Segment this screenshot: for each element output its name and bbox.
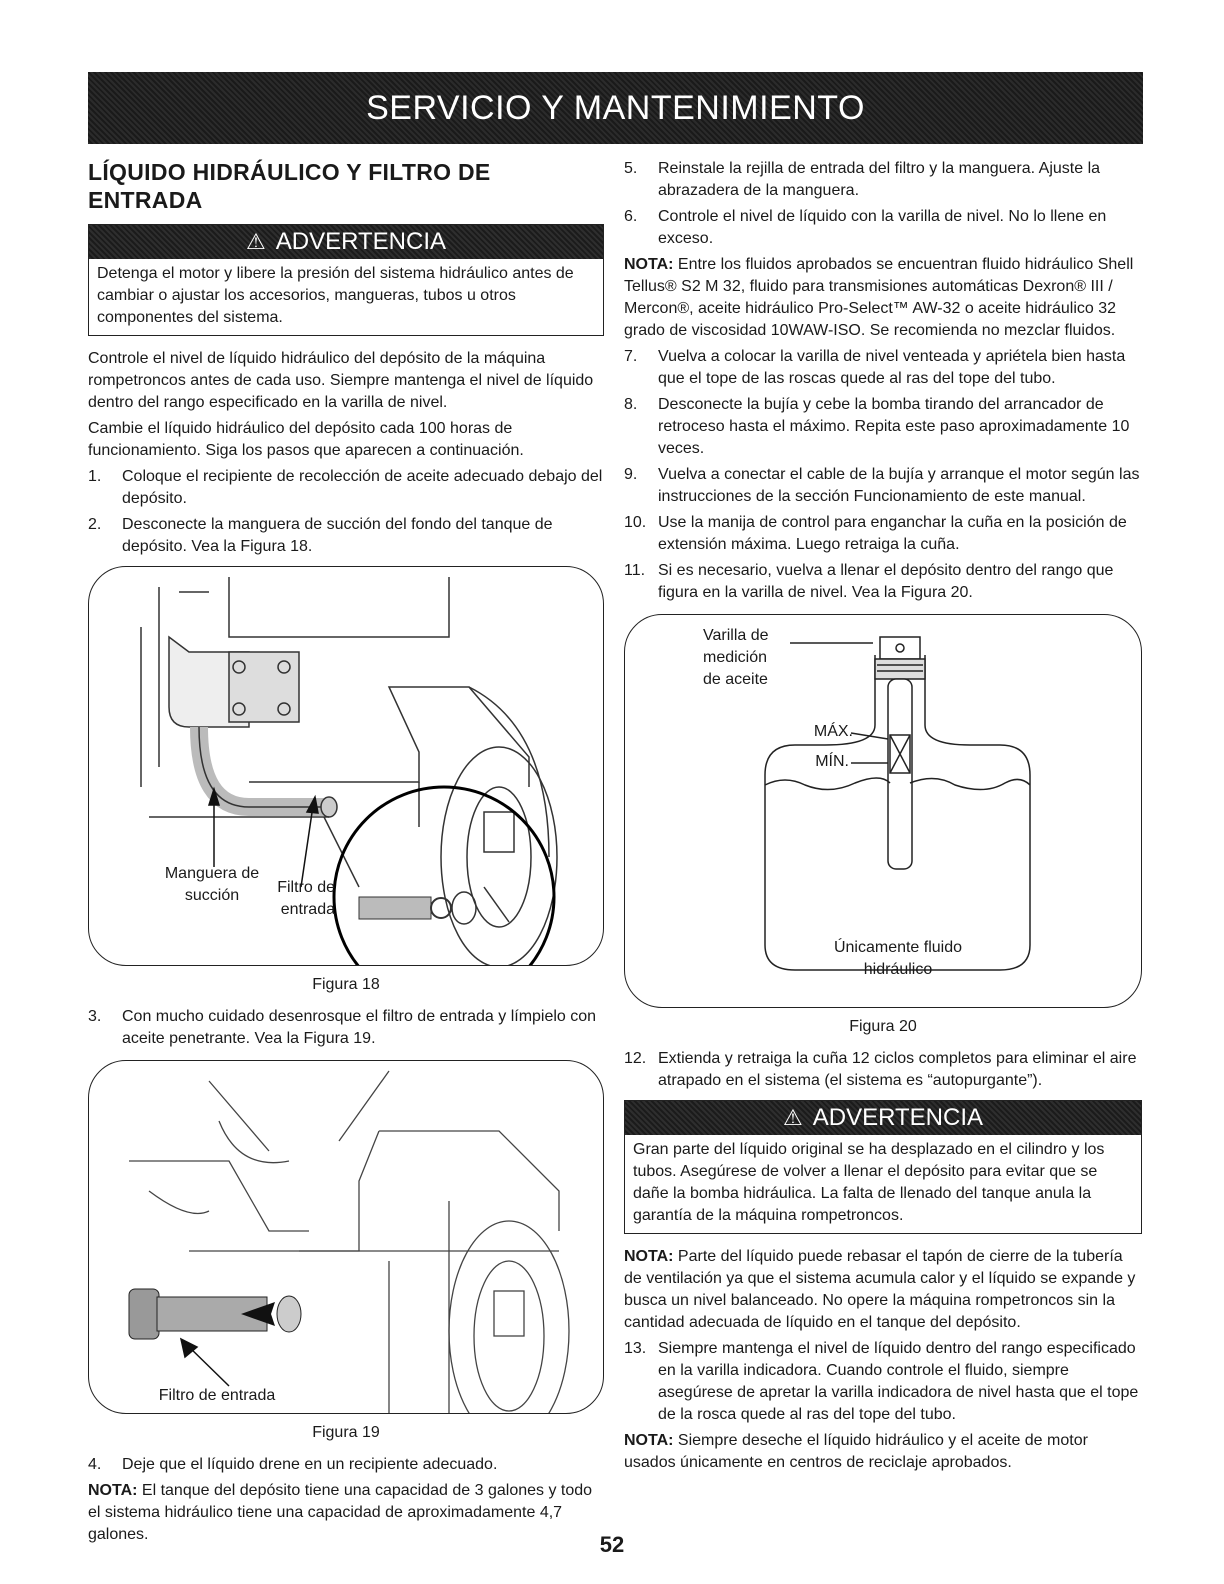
- step-number: 7.: [624, 348, 638, 365]
- step-number: 6.: [624, 208, 638, 225]
- step-8: [624, 394, 1142, 460]
- step-number: 1.: [88, 468, 102, 485]
- step-text: Siempre mantenga el nivel de líquido dentro del rango especificado en la varilla indicadora. Cuando controle el fluido, siempre asegúrese de apretar la varilla indicadora de nivel hasta que el tope de la rosca quede al ras del tope del tubo.: [658, 1340, 1139, 1423]
- step-7: [624, 346, 1142, 390]
- warning-triangle-icon: ⚠: [783, 1105, 803, 1130]
- right-column: [624, 158, 1142, 1478]
- step-number: 11.: [624, 562, 646, 579]
- step-5: [624, 158, 1142, 202]
- step-4: [88, 1454, 604, 1476]
- figure-19: [88, 1060, 604, 1414]
- step-number: 12.: [624, 1050, 647, 1067]
- figure-19-illustration: [89, 1061, 603, 1413]
- step-number: 13.: [624, 1340, 647, 1357]
- note-text: Parte del líquido puede rebasar el tapón de cierre de la tubería de ventilación ya que el sistema acumula calor y el líquido se expande y busca un nivel balanceado. No opere la máquina rompetroncos sin la cantidad adecuada de líquido en el tanque del depósito.: [624, 1248, 1136, 1331]
- warning-text-2: Gran parte del líquido original se ha desplazado en el cilindro y los tubos. Asegúrese de volver a llenar el depósito para evitar que se dañe la bomba hidráulica. La falta de llenado del tanque anula la garantía de la máquina rompetroncos.: [633, 1141, 1105, 1224]
- label-min: MÍN.: [815, 753, 849, 770]
- page-number: 52: [599, 1532, 625, 1557]
- note-label: NOTA:: [624, 256, 674, 273]
- note-text: Entre los fluidos aprobados se encuentran fluido hidráulico Shell Tellus® S2 M 32, fluido para transmisiones automáticas Dexron® III / Mercon®, aceite hidráulico Pro-Select™ AW-32 o aceite hidráulico 32 grado de viscosidad 10WAW-ISO. Se recomienda no mezclar fluidos.: [624, 256, 1134, 339]
- step-text: Desconecte la bujía y cebe la bomba tirando del arrancador de retroceso hasta el máximo. Repita este paso aproximadamente 10 veces.: [658, 396, 1130, 457]
- note-fluid-overflow: [624, 1246, 1142, 1334]
- step-11: [624, 560, 1142, 604]
- step-text: Vuelva a colocar la varilla de nivel venteada y apriétela bien hasta que el tope de las roscas quede al ras del tope del tubo.: [658, 348, 1126, 387]
- step-text: Con mucho cuidado desenrosque el filtro de entrada y límpielo con aceite penetrante. Vea la Figura 19.: [122, 1008, 597, 1047]
- note-approved-fluids: [624, 254, 1142, 342]
- caption-figure-19: Figura 19: [312, 1424, 380, 1441]
- step-number: 10.: [624, 514, 647, 531]
- note-disposal: [624, 1430, 1142, 1474]
- step-number: 5.: [624, 160, 638, 177]
- page-banner: SERVICIO Y MANTENIMIENTO: [88, 72, 1143, 144]
- paragraph-check-level: Controle el nivel de líquido hidráulico del depósito de la máquina rompetroncos antes de cada uso. Siempre mantenga el nivel de líquido dentro del rango especificado en la varilla de nivel.: [88, 350, 594, 411]
- step-text: Reinstale la rejilla de entrada del filtro y la manguera. Ajuste la abrazadera de la manguera.: [658, 160, 1101, 199]
- warning-label-2: ADVERTENCIA: [812, 1104, 983, 1131]
- warning-header-2: [625, 1101, 1141, 1135]
- step-text: Deje que el líquido drene en un recipiente adecuado.: [122, 1456, 498, 1473]
- note-text: Siempre deseche el líquido hidráulico y el aceite de motor usados únicamente en centros de reciclaje aprobados.: [624, 1432, 1088, 1471]
- step-number: 9.: [624, 466, 638, 483]
- label-dipstick: Varilla de medición de aceite: [703, 627, 769, 688]
- label-inlet-filter: Filtro de entrada: [277, 879, 335, 918]
- warning-triangle-icon: ⚠: [246, 229, 266, 254]
- step-number: 4.: [88, 1456, 102, 1473]
- step-9: [624, 464, 1142, 508]
- label-max: MÁX.: [813, 723, 853, 740]
- step-number: 8.: [624, 396, 638, 413]
- step-text: Use la manija de control para enganchar la cuña en la posición de extensión máxima. Luego retraiga la cuña.: [658, 514, 1127, 553]
- section-title: LÍQUIDO HIDRÁULICO Y FILTRO DE ENTRADA: [88, 159, 491, 213]
- step-13: [624, 1338, 1142, 1426]
- step-text: Controle el nivel de líquido con la varilla de nivel. No lo llene en exceso.: [658, 208, 1107, 247]
- step-number: 2.: [88, 516, 102, 533]
- note-label: NOTA:: [624, 1248, 674, 1265]
- step-3: [88, 1006, 604, 1050]
- step-text: Desconecte la manguera de succión del fondo del tanque de depósito. Vea la Figura 18.: [122, 516, 553, 555]
- figure-20: [624, 614, 1142, 1008]
- warning-box-1: [88, 224, 604, 336]
- label-hydraulic-fluid-only: Únicamente fluido hidráulico: [833, 939, 963, 978]
- caption-figure-18: Figura 18: [312, 976, 380, 993]
- warning-box-2: [624, 1100, 1142, 1234]
- step-text: Extienda y retraiga la cuña 12 ciclos completos para eliminar el aire atrapado en el sistema (el sistema es “autopurgante”).: [658, 1050, 1137, 1089]
- step-number: 3.: [88, 1008, 102, 1025]
- label-inlet-filter-19: Filtro de entrada: [158, 1387, 276, 1404]
- step-10: [624, 512, 1142, 556]
- left-column: [88, 158, 604, 1550]
- paragraph-change-fluid: Cambie el líquido hidráulico del depósito cada 100 horas de funcionamiento. Siga los pasos que aparecen a continuación.: [88, 420, 524, 459]
- warning-header-1: [89, 225, 603, 259]
- warning-text-1: Detenga el motor y libere la presión del sistema hidráulico antes de cambiar o ajustar los accesorios, mangueras, tubos u otros componentes del sistema.: [97, 265, 574, 326]
- step-1: [88, 466, 604, 510]
- step-2: [88, 514, 604, 558]
- step-6: [624, 206, 1142, 250]
- caption-figure-20: Figura 20: [849, 1018, 917, 1035]
- step-12: [624, 1048, 1142, 1092]
- note-label: NOTA:: [624, 1432, 674, 1449]
- note-text: El tanque del depósito tiene una capacidad de 3 galones y todo el sistema hidráulico tiene una capacidad de aproximadamente 4,7 galones.: [88, 1482, 593, 1543]
- warning-label-1: ADVERTENCIA: [275, 228, 446, 255]
- note-label: NOTA:: [88, 1482, 138, 1499]
- step-text: Coloque el recipiente de recolección de aceite adecuado debajo del depósito.: [122, 468, 603, 507]
- step-text: Si es necesario, vuelva a llenar el depósito dentro del rango que figura en la varilla de nivel. Vea la Figura 20.: [658, 562, 1114, 601]
- step-text: Vuelva a conectar el cable de la bujía y arranque el motor según las instrucciones de la sección Funcionamiento de este manual.: [658, 466, 1140, 505]
- label-suction-hose: Manguera de succión: [164, 865, 260, 904]
- figure-18: [88, 566, 604, 966]
